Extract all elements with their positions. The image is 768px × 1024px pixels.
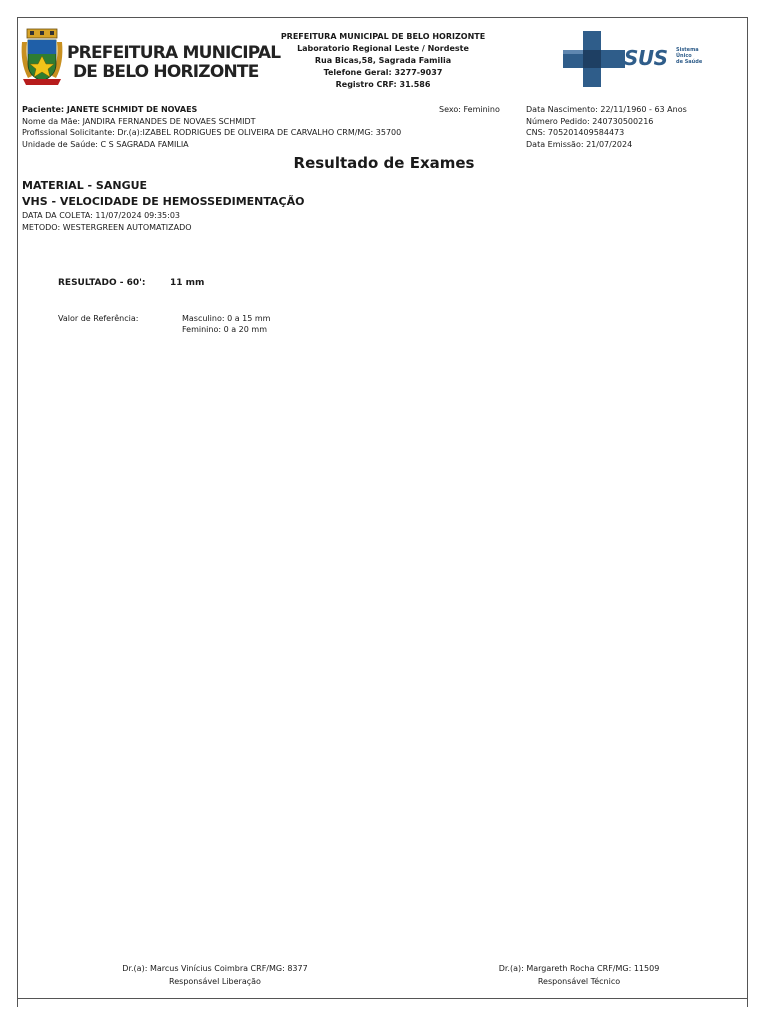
patient-requester: Profissional Solicitante: Dr.(a):IZABEL RODRIGUES DE OLIVEIRA DE CARVALHO CRM/MG: 35700 xyxy=(22,128,402,137)
order-number: Número Pedido: 240730500216 xyxy=(526,117,654,126)
header-line-city: PREFEITURA MUNICIPAL DE BELO HORIZONTE xyxy=(280,32,486,41)
signature-right-name: Dr.(a): Margareth Rocha CRF/MG: 11509 xyxy=(498,964,660,973)
sus-logo-subtitle xyxy=(676,47,702,65)
issue-date: Data Emissão: 21/07/2024 xyxy=(526,140,633,149)
result-label: RESULTADO - 60': xyxy=(58,278,146,288)
header-line-lab: Laboratorio Regional Leste / Nordeste xyxy=(297,44,469,53)
patient-sex: Sexo: Feminino xyxy=(439,105,500,114)
sus-cross-icon xyxy=(563,30,625,88)
collection-date: DATA DA COLETA: 11/07/2024 09:35:03 xyxy=(22,211,180,220)
bottom-divider xyxy=(17,998,748,999)
signature-left-name: Dr.(a): Marcus Vinícius Coimbra CRF/MG: 8377 xyxy=(122,964,308,973)
report-title: Resultado de Exames xyxy=(293,154,475,172)
patient-birth: Data Nascimento: 22/11/1960 - 63 Anos xyxy=(526,105,687,114)
sus-logo xyxy=(563,30,713,88)
sus-logo-text: SUS xyxy=(624,46,668,70)
patient-mother: Nome da Mãe: JANDIRA FERNANDES DE NOVAES SCHMIDT xyxy=(22,117,256,126)
header-line-phone: Telefone Geral: 3277-9037 xyxy=(323,68,443,77)
sus-subtitle-2: Único xyxy=(676,53,692,59)
signature-right-role: Responsável Técnico xyxy=(537,977,621,986)
patient-name: Paciente: JANETE SCHMIDT DE NOVAES xyxy=(22,105,198,114)
reference-female: Feminino: 0 a 20 mm xyxy=(182,325,267,334)
city-hall-logo xyxy=(20,28,281,86)
signature-left xyxy=(86,962,344,988)
reference-male: Masculino: 0 a 15 mm xyxy=(182,314,271,323)
result-value: 11 mm xyxy=(170,278,205,288)
reference-label: Valor de Referência: xyxy=(58,314,139,323)
city-hall-logo-line-1: PREFEITURA MUNICIPAL xyxy=(67,43,281,63)
lab-header xyxy=(240,31,526,91)
patient-unit: Unidade de Saúde: C S SAGRADA FAMILIA xyxy=(22,140,189,149)
signature-right xyxy=(450,962,708,988)
patient-cns: CNS: 705201409584473 xyxy=(526,128,625,137)
sus-subtitle-1: Sistema xyxy=(676,47,699,53)
exam-method: METODO: WESTERGREEN AUTOMATIZADO xyxy=(22,223,192,232)
material-heading: MATERIAL - SANGUE xyxy=(22,179,148,192)
exam-heading: VHS - VELOCIDADE DE HEMOSSEDIMENTAÇÃO xyxy=(22,195,305,208)
header-line-crf: Registro CRF: 31.586 xyxy=(335,80,431,89)
sus-subtitle-3: de Saúde xyxy=(676,59,703,65)
header-line-address: Rua Bicas,58, Sagrada Familia xyxy=(314,56,452,65)
coat-of-arms-icon xyxy=(20,28,64,86)
signature-left-role: Responsável Liberação xyxy=(169,977,261,986)
city-hall-logo-line-2: DE BELO HORIZONTE xyxy=(73,62,259,82)
